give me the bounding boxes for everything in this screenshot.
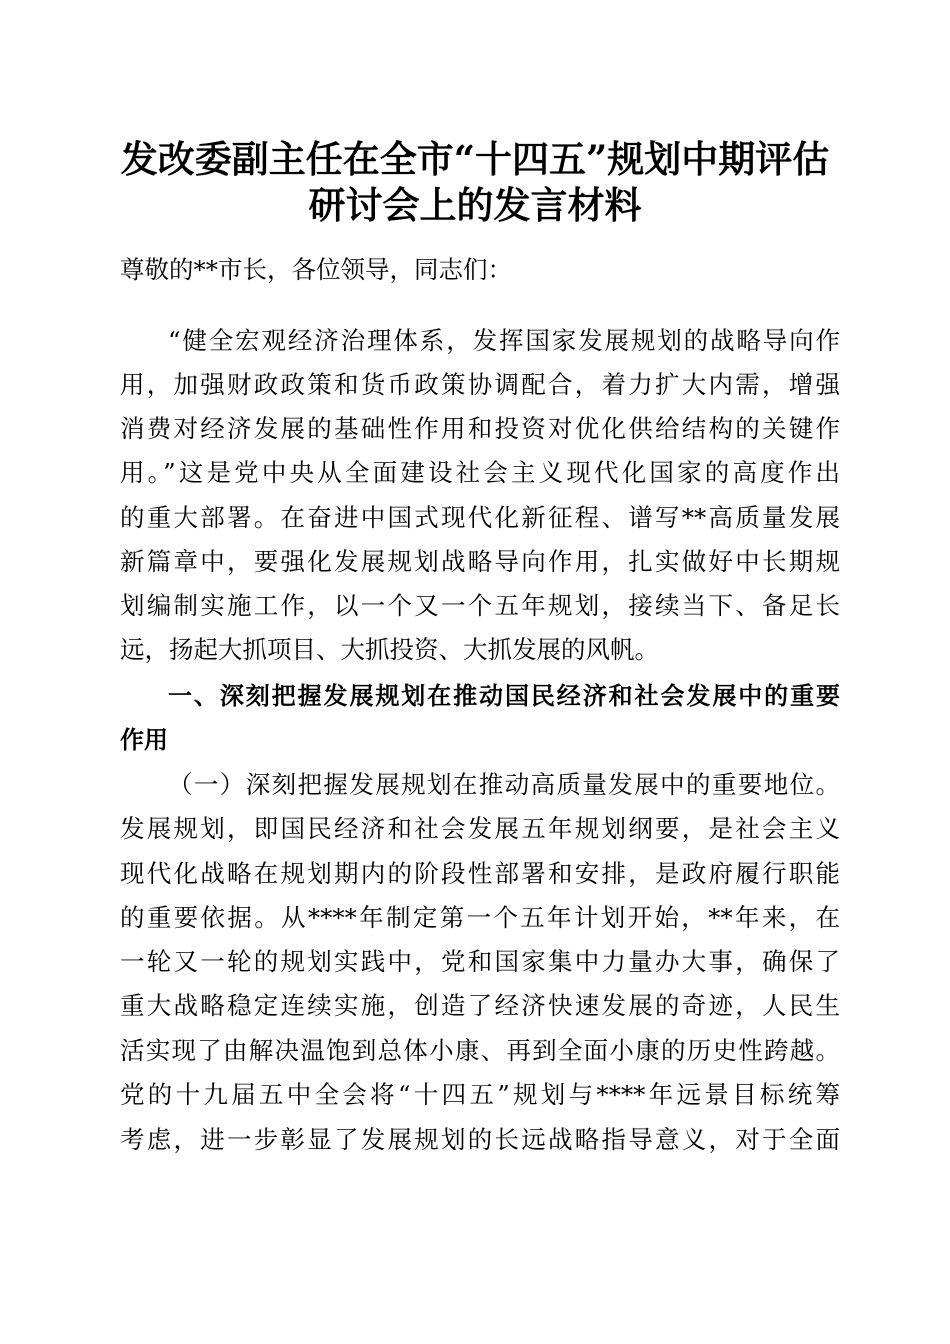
paragraph-line: 活实现了由解决温饱到总体小康、再到全面小康的历史性跨越。 (120, 1036, 840, 1065)
paragraph-line: 一轮又一轮的规划实践中，党和国家集中力量办大事，确保了 (120, 947, 840, 976)
paragraph-line: 远，扬起大抓项目、大抓投资、大抓发展的风帆。 (120, 635, 659, 664)
paragraph-line: 用，加强财政政策和货币政策协调配合，着力扩大内需，增强 (120, 370, 840, 399)
document-title-line-2: 研讨会上的发言材料 (308, 183, 642, 227)
section-heading-line: 一、深刻把握发展规划在推动国民经济和社会发展中的重要 (168, 682, 840, 710)
paragraph-line: 考虑，进一步彰显了发展规划的长远战略指导意义，对于全面 (120, 1125, 840, 1154)
paragraph-line: 用。”这是党中央从全面建设社会主义现代化国家的高度作出 (120, 458, 840, 487)
paragraph-line: 划编制实施工作，以一个又一个五年规划，接续当下、备足长 (120, 591, 840, 620)
paragraph-line: 现代化战略在规划期内的阶段性部署和安排，是政府履行职能 (120, 859, 840, 888)
paragraph-line: 新篇章中，要强化发展规划战略导向作用，扎实做好中长期规 (120, 547, 840, 576)
paragraph-line: 发展规划，即国民经济和社会发展五年规划纲要，是社会主义 (120, 814, 840, 843)
paragraph-line: 重大战略稳定连续实施，创造了经济快速发展的奇迹，人民生 (120, 991, 840, 1020)
paragraph-line: 的重大部署。在奋进中国式现代化新征程、谱写**高质量发展 (120, 503, 840, 532)
document-title-line-1: 发改委副主任在全市“十四五”规划中期评估 (120, 137, 830, 181)
section-heading-line: 作用 (120, 726, 168, 754)
paragraph-line: 消费对经济发展的基础性作用和投资对优化供给结构的关键作 (120, 414, 840, 443)
paragraph-line: （一）深刻把握发展规划在推动高质量发展中的重要地位。 (168, 770, 840, 799)
paragraph-line: “健全宏观经济治理体系，发挥国家发展规划的战略导向作 (168, 326, 840, 355)
salutation: 尊敬的**市长，各位领导，同志们： (120, 255, 512, 284)
paragraph-line: 党的十九届五中全会将“十四五”规划与****年远景目标统筹 (120, 1080, 840, 1109)
paragraph-line: 的重要依据。从****年制定第一个五年计划开始，**年来，在 (120, 903, 840, 932)
